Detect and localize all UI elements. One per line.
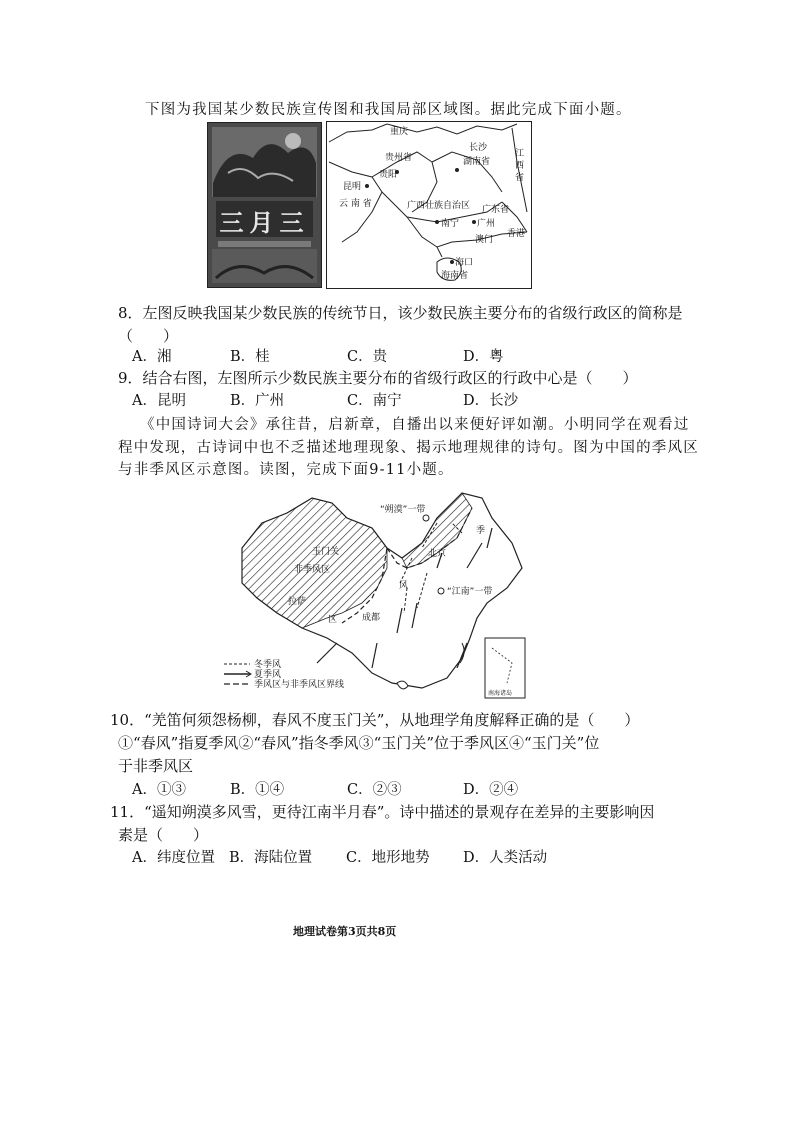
label-jiangnan: “江南”一带 bbox=[447, 587, 493, 597]
q9-stem: 9．结合右图，左图所示少数民族主要分布的省级行政区的行政中心是（ ） bbox=[118, 369, 638, 387]
q8-option-a: A．湘 bbox=[132, 349, 172, 365]
label-guiyang: 贵阳 bbox=[379, 170, 398, 180]
label-ji: 季 bbox=[476, 526, 486, 536]
legend-boundary-label: 季风区与非季风区界线 bbox=[254, 680, 345, 690]
label-yunnan: 云 南 省 bbox=[339, 199, 372, 209]
q8-paren: （ ） bbox=[118, 327, 179, 345]
q9-option-a: A．昆明 bbox=[132, 393, 186, 409]
q10-stem: 10．“羌笛何须怨杨柳，春风不度玉门关”，从地理学角度解释正确的是（ ） bbox=[110, 711, 640, 729]
q11-option-a: A．纬度位置 bbox=[132, 850, 215, 866]
q10-statements-line-2: 于非季风区 bbox=[118, 757, 194, 775]
q9-option-c: C．南宁 bbox=[347, 393, 402, 409]
label-nonmonsoon: 非季风区 bbox=[294, 565, 331, 575]
q8-option-d: D．粤 bbox=[463, 349, 504, 365]
q8-stem: 8．左图反映我国某少数民族的传统节日，该少数民族主要分布的省级行政区的简称是 bbox=[118, 304, 683, 322]
label-beijing: 北京 bbox=[428, 549, 447, 559]
label-lasa: 拉萨 bbox=[288, 597, 307, 607]
legend-winter-label: 冬季风 bbox=[254, 660, 282, 670]
label-chengdu: 成都 bbox=[362, 613, 381, 623]
intro-text-1: 下图为我国某少数民族宣传图和我国局部区域图。据此完成下面小题。 bbox=[145, 102, 632, 118]
q9-option-d: D．长沙 bbox=[463, 393, 519, 409]
label-chongqing: 重庆 bbox=[390, 127, 409, 137]
poster-title: 三月三 bbox=[219, 208, 310, 237]
intro-text-2-line-3: 与非季风区示意图。读图，完成下面9-11小题。 bbox=[118, 462, 454, 478]
intro-text-2-line-2: 程中发现，古诗词中也不乏描述地理现象、揭示地理规律的诗句。图为中国的季风区 bbox=[118, 440, 699, 456]
label-hainan: 海南省 bbox=[441, 271, 469, 281]
label-kunming: 昆明 bbox=[343, 182, 362, 192]
label-changsha: 长沙 bbox=[469, 143, 488, 153]
q8-option-b: B．桂 bbox=[230, 349, 270, 365]
label-hunan: 湖南省 bbox=[463, 157, 491, 167]
label-nanning: 南宁 bbox=[441, 219, 460, 229]
q10-option-d: D．②④ bbox=[463, 782, 519, 798]
label-jiangxi-3: 省 bbox=[515, 173, 525, 183]
label-yumenguan: 玉门关 bbox=[312, 547, 340, 557]
q10-option-a: A．①③ bbox=[132, 782, 186, 798]
label-guangdong: 广东省 bbox=[482, 205, 510, 215]
label-guangxi: 广西壮族自治区 bbox=[407, 201, 471, 211]
label-macau: 澳门 bbox=[475, 235, 494, 245]
inset-label: 南海诸岛 bbox=[488, 690, 513, 697]
label-guizhou: 贵州省 bbox=[385, 153, 413, 163]
q11-stem-line-2: 素是（ ） bbox=[118, 826, 209, 844]
q11-option-d: D．人类活动 bbox=[463, 850, 548, 866]
legend-summer-label: 夏季风 bbox=[254, 670, 282, 680]
q10-option-c: C．②③ bbox=[347, 782, 402, 798]
label-haikou: 海口 bbox=[455, 258, 474, 268]
q11-option-b: B．海陆位置 bbox=[229, 850, 313, 866]
q10-statements-line-1: ①“春风”指夏季风②“春风”指冬季风③“玉门关”位于季风区④“玉门关”位 bbox=[118, 734, 600, 752]
label-jiangxi-2: 西 bbox=[515, 161, 525, 171]
intro-text-2-line-1: 《中国诗词大会》承往昔，启新章，自播出以来便好评如潮。小明同学在观看过 bbox=[140, 417, 690, 433]
q8-option-c: C．贵 bbox=[347, 349, 388, 365]
label-feng: 风 bbox=[399, 581, 409, 591]
label-jiangxi-1: 江 bbox=[515, 149, 525, 159]
q11-option-c: C．地形地势 bbox=[346, 850, 430, 866]
q9-option-b: B．广州 bbox=[230, 393, 285, 409]
monsoon-region-map bbox=[222, 488, 542, 706]
regional-map bbox=[326, 121, 532, 289]
label-qu: 区 bbox=[328, 615, 338, 625]
q11-stem: 11．“遥知朔漠多风雪，更待江南半月春”。诗中描述的景观存在差异的主要影响因 bbox=[110, 803, 655, 821]
q10-option-b: B．①④ bbox=[230, 782, 285, 798]
page-footer: 地理试卷第3页共8页 bbox=[293, 925, 397, 938]
label-guangzhou: 广州 bbox=[477, 219, 496, 229]
label-hongkong: 香港 bbox=[507, 229, 526, 239]
label-shuomo: “朔漠”一带 bbox=[380, 505, 426, 515]
festival-poster-image bbox=[207, 122, 322, 288]
